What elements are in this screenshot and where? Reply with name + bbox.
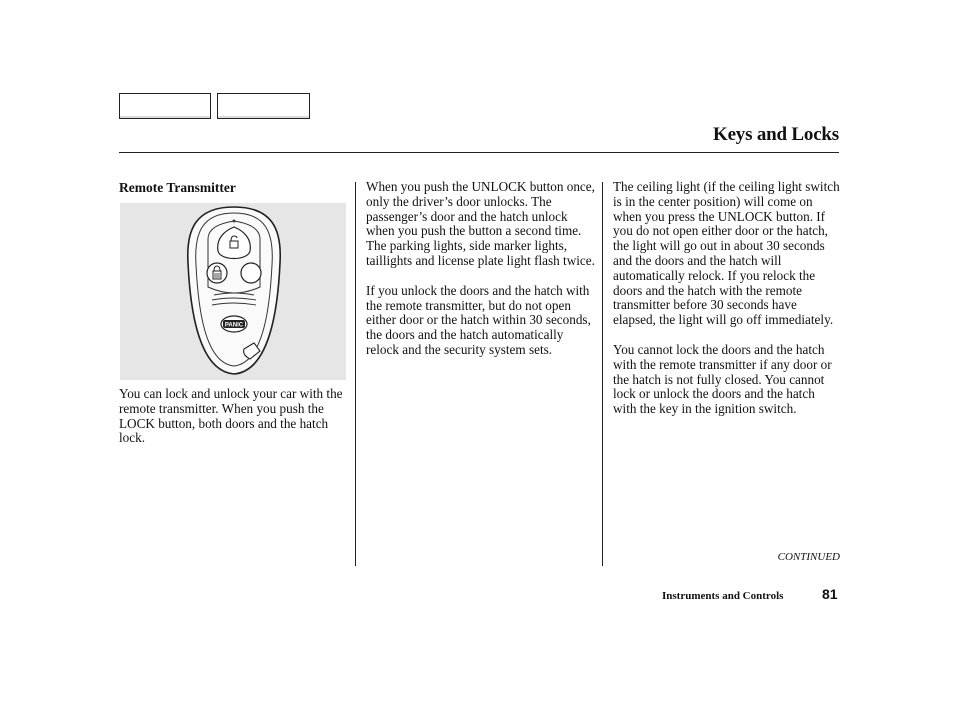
nav-tab-1[interactable] [119,93,211,119]
continued-note: CONTINUED [777,551,840,563]
panic-label: PANIC [224,322,244,329]
section-heading: Remote Transmitter [119,180,236,195]
remote-transmitter-figure [120,203,346,380]
middle-column [366,180,598,373]
middle-paragraph-1: When you push the UNLOCK button once, only the driver’s door unlocks. The passenger’s door and the hatch unlock when you push the button a second time. The parking lights, side marker lights, taillights and license plate light flash twice. [366,179,595,268]
right-paragraph-1: The ceiling light (if the ceiling light switch is in the center position) will come on when you press the UNLOCK button. If you do not open either door or the hatch, the light will go out in about 30 seconds and the doors and the hatch will automatically relock. If you relock the doors and the hatch with the remote transmitter before 30 seconds have elapsed, the light will go off immediately. [613,179,840,328]
right-column [613,180,841,432]
column-divider-1 [355,182,356,566]
header-rule [119,152,839,153]
right-paragraph-2: You cannot lock the doors and the hatch with the remote transmitter if any door or the hatch is not fully closed. You cannot lock or unlock the doors and the hatch with the key in the ignition switch. [613,341,832,417]
page-title: Keys and Locks [712,124,839,145]
page-number: 81 [822,586,838,602]
remote-transmitter-illustration [120,203,346,380]
column-divider-2 [602,182,603,566]
nav-tab-2[interactable] [217,93,310,119]
left-paragraph-1: You can lock and unlock your car with the remote transmitter. When you push the LOCK button, both doors and the hatch lock. [119,386,343,446]
middle-paragraph-2: If you unlock the doors and the hatch with the remote transmitter, but do not open either door or the hatch within 30 seconds, the doors and the hatch automatically relock and the security system sets. [366,282,591,357]
trunk-button [241,263,261,283]
footer-section-title: Instruments and Controls [662,590,784,602]
left-column [119,387,345,461]
